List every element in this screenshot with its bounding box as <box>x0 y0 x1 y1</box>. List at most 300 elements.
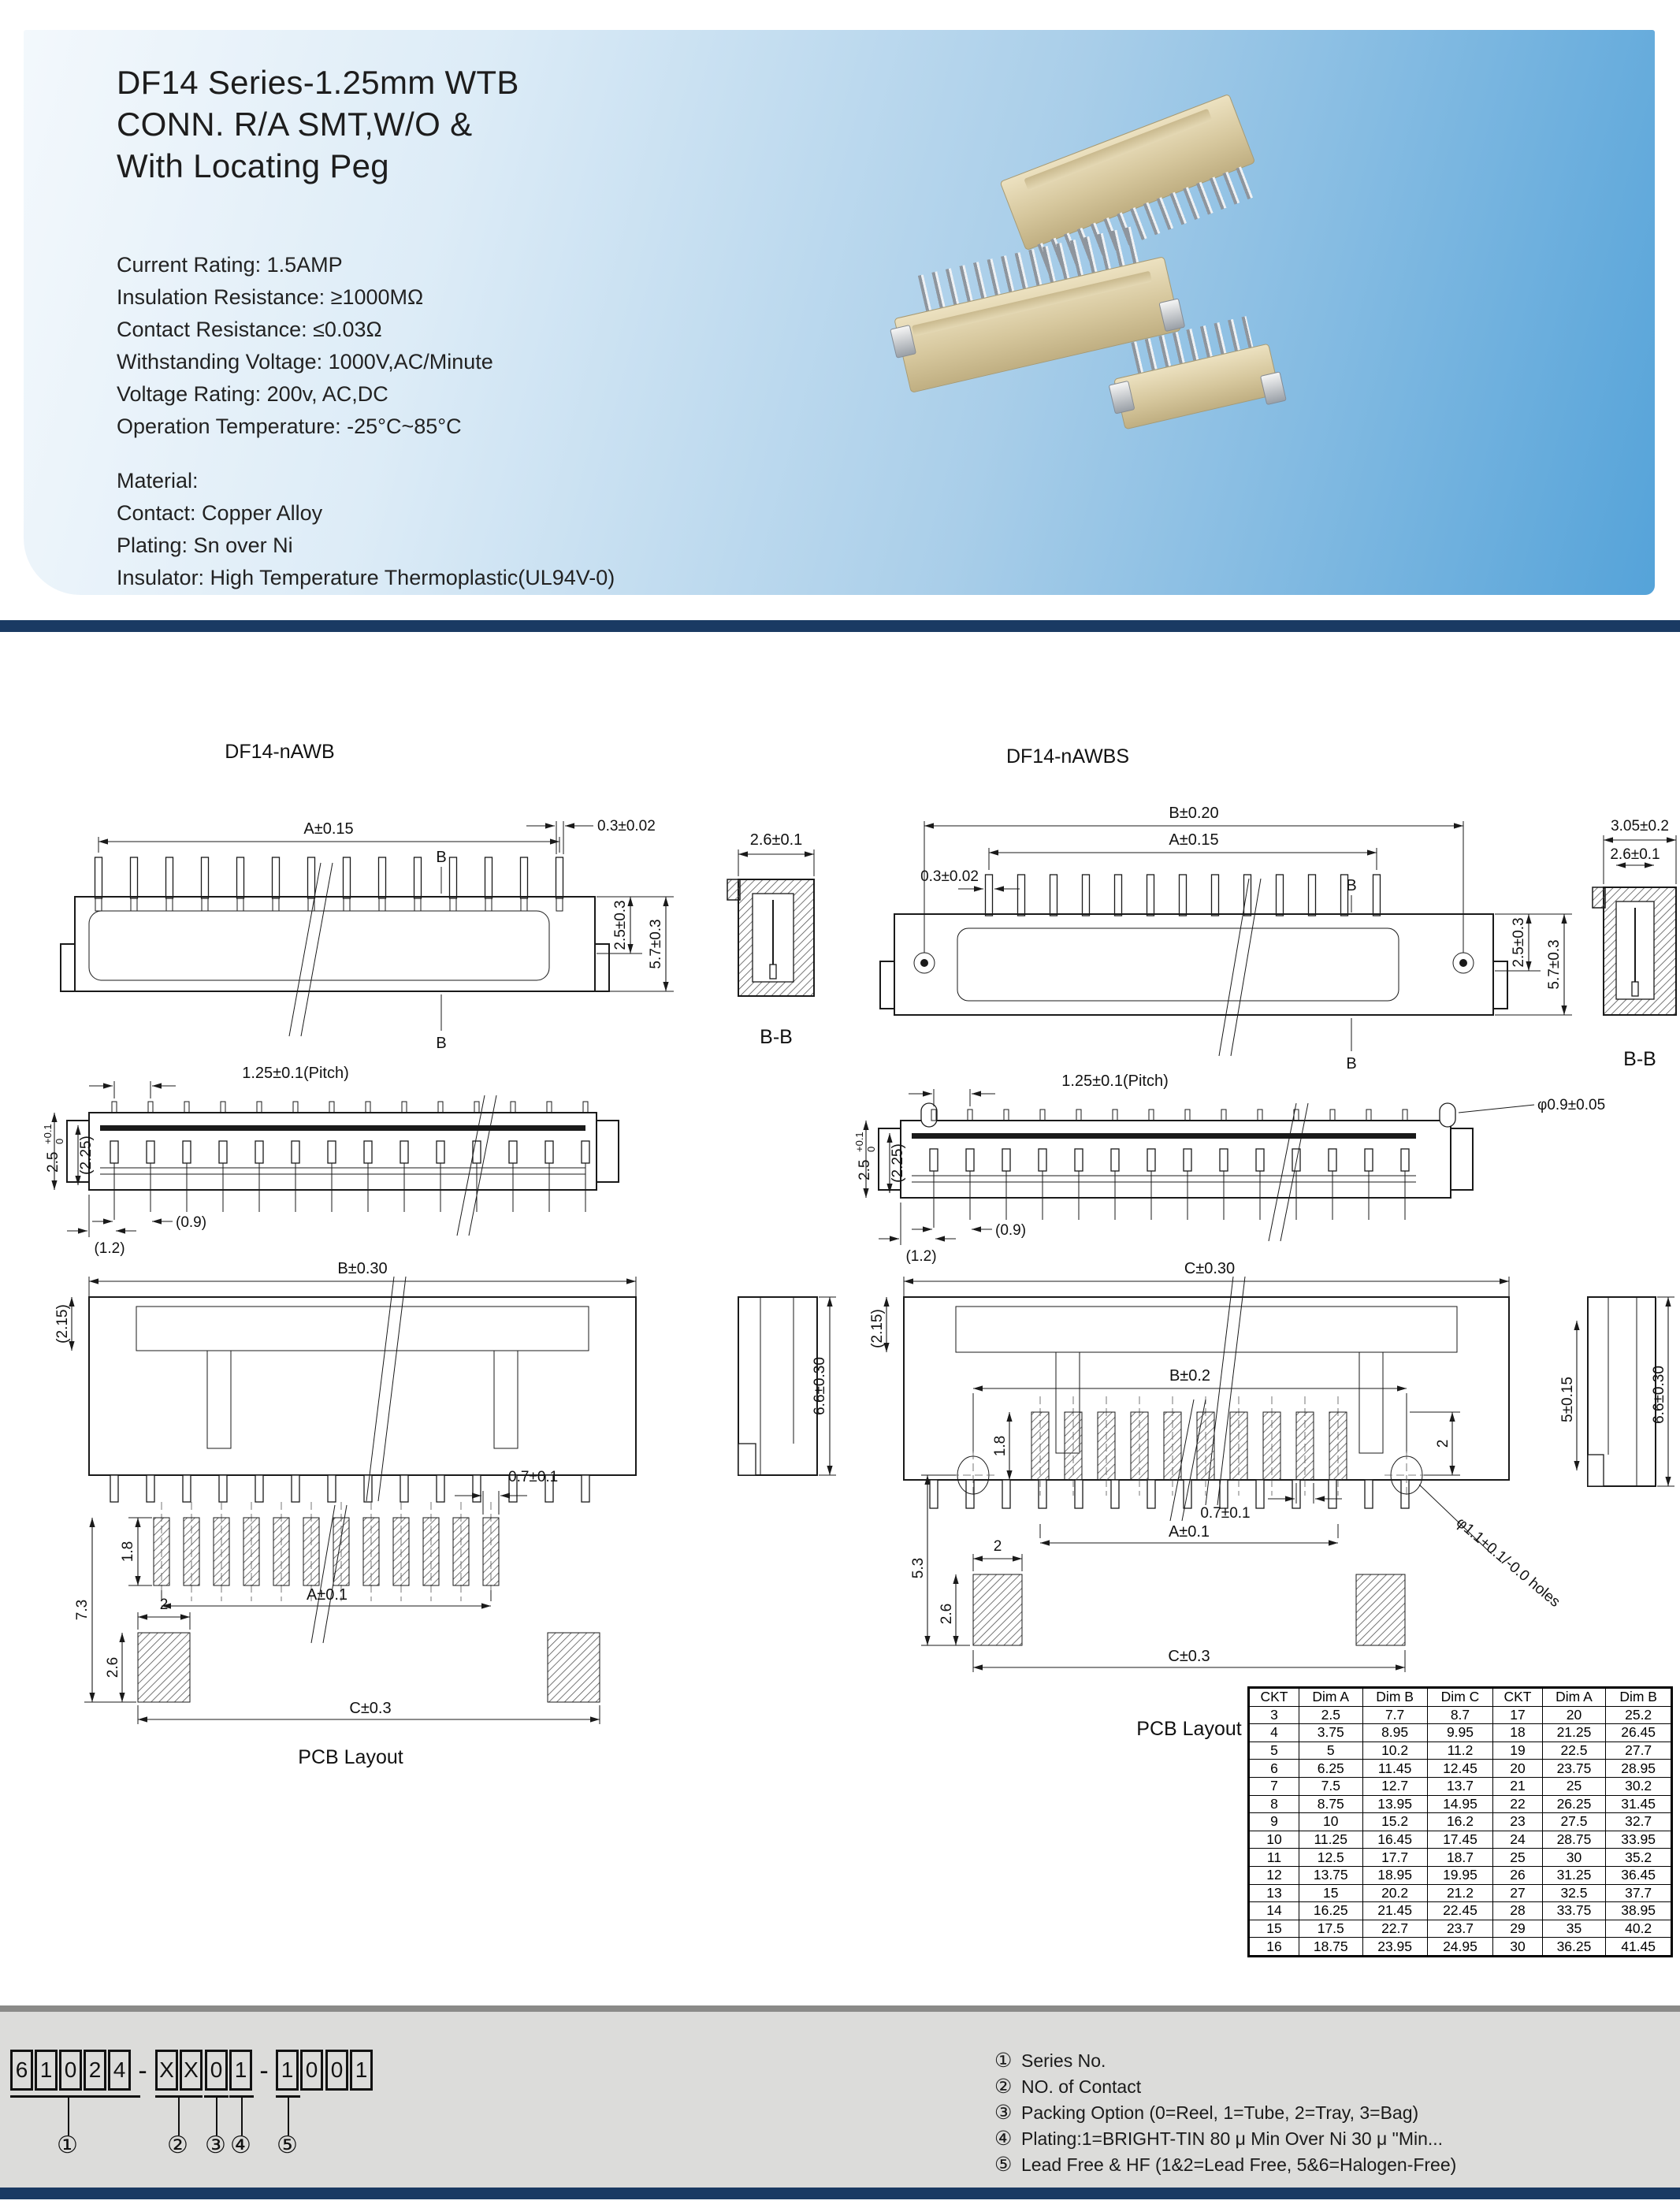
pin-shape <box>293 1102 298 1113</box>
table-cell: 11.45 <box>1362 1760 1427 1778</box>
pin-shape <box>292 1141 299 1163</box>
pin-shape <box>237 857 244 898</box>
pin-shape <box>1147 875 1154 916</box>
pin-shape <box>1244 875 1251 916</box>
pin-shape <box>450 898 456 911</box>
dim-label-pitch: 1.25±0.1(Pitch) <box>1061 1072 1169 1090</box>
table-cell: 31.25 <box>1542 1866 1606 1884</box>
table-cell: 18.7 <box>1427 1849 1493 1867</box>
pin-shape <box>1075 1149 1083 1171</box>
pin-shape <box>257 1102 262 1113</box>
table-cell: 37.7 <box>1606 1884 1672 1902</box>
pin-shape <box>166 898 173 911</box>
material-line: Contact: Copper Alloy <box>117 501 323 525</box>
table-cell: 6 <box>1249 1760 1299 1778</box>
legend-text: NO. of Contact <box>1021 2076 1142 2097</box>
view-pcb-layout <box>74 1469 600 1768</box>
table-cell: 23.75 <box>1542 1760 1606 1778</box>
table-cell: 17 <box>1493 1706 1542 1724</box>
pin-shape <box>1113 1110 1117 1121</box>
table-header-cell: Dim B <box>1362 1688 1427 1707</box>
pn-digit-box: X <box>155 2050 178 2091</box>
view-section-bb <box>727 831 814 1048</box>
table-cell: 5 <box>1249 1741 1299 1760</box>
table-cell: 21.45 <box>1362 1902 1427 1920</box>
pin-shape <box>273 857 280 898</box>
pin-shape <box>1098 1412 1115 1480</box>
dim-label-corner-width: 2 <box>159 1597 169 1613</box>
table-row <box>1249 1741 1672 1760</box>
pin-shape <box>1329 1149 1336 1171</box>
table-cell: 12.7 <box>1362 1777 1427 1795</box>
table-cell: 35 <box>1542 1920 1606 1938</box>
table-cell: 25.2 <box>1606 1706 1672 1724</box>
pin-shape <box>110 1141 118 1163</box>
pin-shape <box>1330 1110 1335 1121</box>
pin-shape <box>450 857 457 898</box>
pn-leader <box>241 2098 243 2136</box>
pin-shape <box>308 857 315 898</box>
table-cell: 23.7 <box>1427 1920 1493 1938</box>
table-cell: 27 <box>1493 1884 1542 1902</box>
part-number-legend <box>994 2048 1456 2178</box>
product-photo <box>851 61 1655 566</box>
label-b-top: B <box>436 849 447 866</box>
table-cell: 10 <box>1249 1831 1299 1849</box>
dim-label-h-outer: 5.7±0.3 <box>1546 939 1563 990</box>
pin-shape <box>1039 1149 1046 1171</box>
legend-item <box>994 2074 1456 2100</box>
pin-shape <box>166 857 173 898</box>
table-cell: 32.7 <box>1606 1813 1672 1831</box>
table-cell: 5 <box>1299 1741 1362 1760</box>
table-cell: 27.7 <box>1606 1741 1672 1760</box>
label-b-bottom: B <box>1346 1055 1357 1072</box>
drawing-title: DF14-nAWB <box>225 741 335 763</box>
pin-shape <box>154 1518 169 1585</box>
table-row <box>1249 1902 1672 1920</box>
spec-list <box>117 249 493 443</box>
table-cell: 9.95 <box>1427 1724 1493 1742</box>
table-cell: 33.95 <box>1606 1831 1672 1849</box>
dim-label-h-inner: 2.5±0.3 <box>1511 917 1527 968</box>
section-caption: B-B <box>1623 1048 1656 1070</box>
view-front <box>61 818 674 1052</box>
pn-leader <box>178 2098 180 2136</box>
pin-shape <box>379 857 386 898</box>
dim-label-12: (1.2) <box>94 1240 125 1257</box>
table-cell: 19 <box>1493 1741 1542 1760</box>
dim-label-holes-note: φ1.1+0.1/-0.0 holes <box>1452 1514 1563 1611</box>
ckt-table-body <box>1249 1706 1672 1956</box>
pin-shape <box>221 1102 225 1113</box>
table-cell: 32.5 <box>1542 1884 1606 1902</box>
top-divider-bar <box>0 620 1680 632</box>
pin-shape <box>1258 1110 1262 1121</box>
table-cell: 11.25 <box>1299 1831 1362 1849</box>
table-cell: 11.2 <box>1427 1741 1493 1760</box>
dim-label-total-height: 7.3 <box>74 1599 91 1621</box>
dim-label-c: C±0.3 <box>349 1700 392 1717</box>
table-cell: 15 <box>1299 1884 1362 1902</box>
pin-shape <box>131 857 138 898</box>
pin-shape <box>1329 1412 1347 1480</box>
pin-shape <box>148 1102 153 1113</box>
table-cell: 3.75 <box>1299 1724 1362 1742</box>
pin-shape <box>1309 875 1316 916</box>
pin-shape <box>547 1102 552 1113</box>
dim-label-pad-height: 1.8 <box>992 1435 1009 1457</box>
hero-panel <box>24 30 1655 595</box>
table-row <box>1249 1813 1672 1831</box>
legend-text: Series No. <box>1021 2050 1106 2071</box>
table-row <box>1249 1706 1672 1724</box>
pn-digit-box: 6 <box>10 2050 33 2091</box>
dim-label-h-inner: 2.5±0.3 <box>612 900 629 950</box>
dim-label-09: (0.9) <box>176 1214 207 1231</box>
table-cell: 28.95 <box>1606 1760 1672 1778</box>
pin-shape <box>930 1480 938 1508</box>
dim-label-c: C±0.30 <box>1184 1260 1236 1277</box>
pin-shape <box>968 1110 972 1121</box>
table-cell: 8 <box>1249 1795 1299 1813</box>
pin-shape <box>423 1518 439 1585</box>
pin-shape <box>582 1141 589 1163</box>
pin-shape <box>1277 875 1284 916</box>
pin-shape <box>986 875 993 916</box>
legend-text: Lead Free & HF (1&2=Lead Free, 5&6=Halogen-Free) <box>1021 2154 1457 2175</box>
table-cell: 26 <box>1493 1866 1542 1884</box>
spec-line: Insulation Resistance: ≥1000MΩ <box>117 285 424 309</box>
section-caption: B-B <box>760 1026 793 1048</box>
pin-shape <box>545 1141 553 1163</box>
table-cell: 31.45 <box>1606 1795 1672 1813</box>
pin-shape <box>414 898 421 911</box>
table-header-cell: CKT <box>1249 1688 1299 1707</box>
pin-shape <box>438 1102 443 1113</box>
pn-digit-box: 4 <box>108 2050 131 2091</box>
pn-leader <box>216 2098 217 2136</box>
table-cell: 22.7 <box>1362 1920 1427 1938</box>
pin-shape <box>1221 1110 1226 1121</box>
table-cell: 27.5 <box>1542 1813 1606 1831</box>
table-cell: 20 <box>1493 1760 1542 1778</box>
pin-shape <box>1292 1149 1300 1171</box>
table-header-cell: Dim C <box>1427 1688 1493 1707</box>
view-section-bb <box>1593 818 1676 1070</box>
dim-label-pad-width: 0.7±0.1 <box>1200 1505 1251 1522</box>
dim-label-215: (2.15) <box>54 1304 71 1344</box>
table-cell: 7.7 <box>1362 1706 1427 1724</box>
table-header-cell: Dim A <box>1299 1688 1362 1707</box>
pin-shape <box>110 1475 118 1502</box>
table-cell: 28.75 <box>1542 1831 1606 1849</box>
pin-shape <box>1366 1110 1371 1121</box>
table-cell: 25 <box>1493 1849 1542 1867</box>
pn-digit-box: 0 <box>205 2050 228 2091</box>
table-cell: 23.95 <box>1362 1938 1427 1957</box>
pin-shape <box>202 898 208 911</box>
table-cell: 16.25 <box>1299 1902 1362 1920</box>
legend-marker: ⑤ <box>994 2154 1013 2176</box>
pin-shape <box>379 898 385 911</box>
dim-label-225: (2.25) <box>78 1136 95 1175</box>
legend-marker: ④ <box>994 2128 1013 2150</box>
pin-shape <box>1147 1480 1155 1508</box>
dim-label-c: C±0.3 <box>1168 1648 1210 1665</box>
pin-shape <box>1018 875 1025 916</box>
pin-shape <box>1180 875 1187 916</box>
pin-shape <box>292 1475 299 1502</box>
dim-label-215: (2.15) <box>869 1309 886 1348</box>
title-line-1: DF14 Series-1.25mm WTB <box>117 64 519 101</box>
pin-shape <box>483 1518 499 1585</box>
pin-shape <box>1050 875 1057 916</box>
table-cell: 9 <box>1249 1813 1299 1831</box>
pn-marker-1: ① <box>57 2132 78 2158</box>
pin-shape <box>509 1141 517 1163</box>
table-cell: 22.45 <box>1427 1902 1493 1920</box>
pin-shape <box>1076 1110 1081 1121</box>
pcb-layout-caption: PCB Layout <box>1136 1718 1242 1740</box>
pin-shape <box>1040 1110 1045 1121</box>
pin-shape <box>273 898 279 911</box>
table-cell: 12 <box>1249 1866 1299 1884</box>
pin-shape <box>147 1475 154 1502</box>
view-side <box>1559 1297 1674 1486</box>
table-cell: 21.25 <box>1542 1724 1606 1742</box>
pin-shape <box>1149 1110 1154 1121</box>
pin-shape <box>1115 875 1122 916</box>
dim-tol-dn: 0 <box>54 1138 65 1144</box>
pin-shape <box>112 1102 117 1113</box>
material-line: Plating: Sn over Ni <box>117 533 293 557</box>
drawing-df14-nawbs <box>855 725 1680 1773</box>
pin-shape <box>1111 1480 1119 1508</box>
table-cell: 36.45 <box>1606 1866 1672 1884</box>
pin-shape <box>328 1141 336 1163</box>
pin-shape <box>1256 1149 1264 1171</box>
view-top-pitch <box>853 1072 1605 1265</box>
pin-shape <box>400 1475 408 1502</box>
table-cell: 25 <box>1542 1777 1606 1795</box>
pn-leader <box>68 2098 69 2136</box>
pn-separator: - <box>259 2056 269 2086</box>
pin-shape <box>202 857 209 898</box>
table-cell: 13.75 <box>1299 1866 1362 1884</box>
table-cell: 30 <box>1493 1938 1542 1957</box>
table-cell: 16 <box>1249 1938 1299 1957</box>
pin-shape <box>414 857 422 898</box>
pn-digit-box: 2 <box>84 2050 106 2091</box>
dim-label-a: A±0.15 <box>1169 831 1219 849</box>
table-cell: 19.95 <box>1427 1866 1493 1884</box>
pin-shape <box>437 1475 444 1502</box>
pin-shape <box>511 1102 515 1113</box>
pin-shape <box>1185 1110 1190 1121</box>
spec-line: Voltage Rating: 200v, AC,DC <box>117 382 388 406</box>
legend-item <box>994 2152 1456 2178</box>
pin-shape <box>582 1475 589 1502</box>
pn-digit-box: 1 <box>229 2050 252 2091</box>
table-cell: 20.2 <box>1362 1884 1427 1902</box>
pn-digit-box: 0 <box>59 2050 82 2091</box>
pn-marker-5: ⑤ <box>277 2132 298 2158</box>
page-title <box>117 61 519 187</box>
table-cell: 22.5 <box>1542 1741 1606 1760</box>
pin-shape <box>214 1518 229 1585</box>
dim-tol-base: 2.5 <box>45 1151 61 1173</box>
pin-shape <box>219 1475 227 1502</box>
table-cell: 17.7 <box>1362 1849 1427 1867</box>
table-cell: 33.75 <box>1542 1902 1606 1920</box>
dim-label-a: A±0.15 <box>303 820 354 838</box>
table-row <box>1249 1938 1672 1957</box>
table-cell: 13.95 <box>1362 1795 1427 1813</box>
table-row <box>1249 1777 1672 1795</box>
drawing-df14-nawb <box>43 725 839 1773</box>
pin-shape <box>473 1141 481 1163</box>
pin-shape <box>363 1518 379 1585</box>
pn-digit-box: X <box>180 2050 203 2091</box>
table-cell: 8.95 <box>1362 1724 1427 1742</box>
pin-shape <box>521 857 528 898</box>
pin-shape <box>364 1141 372 1163</box>
pin-shape <box>556 857 563 898</box>
dim-label-b: B±0.20 <box>1169 805 1219 822</box>
pin-shape <box>393 1518 409 1585</box>
pin-shape <box>1065 1412 1082 1480</box>
pin-shape <box>402 1102 407 1113</box>
ckt-dimension-table <box>1247 1686 1673 1957</box>
view-top-pitch <box>42 1065 619 1257</box>
pcb-layout-caption: PCB Layout <box>298 1746 403 1768</box>
pn-marker-4: ④ <box>230 2132 251 2158</box>
dim-tol-up: +0.1 <box>42 1124 54 1144</box>
table-cell: 41.45 <box>1606 1938 1672 1957</box>
table-cell: 11 <box>1249 1849 1299 1867</box>
table-cell: 23 <box>1493 1813 1542 1831</box>
table-cell: 17.45 <box>1427 1831 1493 1849</box>
pin-shape <box>1403 1110 1407 1121</box>
dim-label-peg-dia: φ0.9±0.05 <box>1537 1097 1606 1113</box>
dim-label-corner-height: 2.6 <box>105 1656 121 1678</box>
table-row <box>1249 1831 1672 1849</box>
dim-label-section-w2: 2.6±0.1 <box>1610 846 1660 863</box>
material-line: Insulator: High Temperature Thermoplastic(UL94V-0) <box>117 566 615 589</box>
spec-line: Current Rating: 1.5AMP <box>117 253 343 277</box>
table-cell: 15.2 <box>1362 1813 1427 1831</box>
table-cell: 28 <box>1493 1902 1542 1920</box>
pin-shape <box>1039 1480 1046 1508</box>
pin-shape <box>485 857 492 898</box>
pn-digit-box: 0 <box>300 2050 323 2091</box>
pin-shape <box>344 898 350 911</box>
pin-shape <box>1083 875 1090 916</box>
pin-shape <box>485 898 492 911</box>
pin-shape <box>1230 1412 1247 1480</box>
dim-label-pad-width: 0.7±0.1 <box>508 1469 559 1485</box>
dim-label-pitch: 1.25±0.1(Pitch) <box>242 1065 349 1082</box>
table-cell: 4 <box>1249 1724 1299 1742</box>
pin-shape <box>556 898 563 911</box>
table-cell: 6.25 <box>1299 1760 1362 1778</box>
table-cell: 35.2 <box>1606 1849 1672 1867</box>
pin-shape <box>930 1149 938 1171</box>
pin-shape <box>1401 1149 1409 1171</box>
table-cell: 22 <box>1493 1795 1542 1813</box>
table-cell: 40.2 <box>1606 1920 1672 1938</box>
dim-label-225: (2.25) <box>890 1143 906 1183</box>
pn-marker-2: ② <box>167 2132 188 2158</box>
table-cell: 17.5 <box>1299 1920 1362 1938</box>
title-line-2: CONN. R/A SMT,W/O & <box>117 106 473 143</box>
legend-marker: ② <box>994 2076 1013 2098</box>
pin-shape <box>95 857 102 898</box>
pin-shape <box>1296 1412 1314 1480</box>
pin-shape <box>1131 1412 1148 1480</box>
table-cell: 3 <box>1249 1706 1299 1724</box>
legend-marker: ③ <box>994 2102 1013 2124</box>
table-cell: 18 <box>1493 1724 1542 1742</box>
dim-label-hole-offset: 2 <box>1435 1439 1451 1448</box>
table-cell: 12.45 <box>1427 1760 1493 1778</box>
pn-digit-box: 1 <box>35 2050 58 2091</box>
table-cell: 21.2 <box>1427 1884 1493 1902</box>
bottom-divider-bar <box>0 2188 1680 2199</box>
pin-shape <box>1002 1480 1010 1508</box>
table-cell: 14 <box>1249 1902 1299 1920</box>
table-header-cell: Dim A <box>1542 1688 1606 1707</box>
dim-tol-base: 2.5 <box>857 1159 873 1180</box>
pin-shape <box>255 1141 263 1163</box>
spec-line: Contact Resistance: ≤0.03Ω <box>117 318 382 341</box>
table-cell: 7 <box>1249 1777 1299 1795</box>
table-row <box>1249 1884 1672 1902</box>
table-cell: 15 <box>1249 1920 1299 1938</box>
dim-label-section-w1: 3.05±0.2 <box>1611 818 1669 835</box>
dim-label-12: (1.2) <box>905 1248 937 1265</box>
pin-shape <box>521 898 527 911</box>
table-cell: 8.75 <box>1299 1795 1362 1813</box>
material-list <box>117 465 615 594</box>
pin-shape <box>1365 1480 1373 1508</box>
table-cell: 12.5 <box>1299 1849 1362 1867</box>
table-cell: 18.75 <box>1299 1938 1362 1957</box>
dim-label-pin-width: 0.3±0.02 <box>920 868 979 885</box>
table-cell: 24.95 <box>1427 1938 1493 1957</box>
table-cell: 26.45 <box>1606 1724 1672 1742</box>
legend-item <box>994 2048 1456 2074</box>
pin-shape <box>400 1141 408 1163</box>
pin-shape <box>243 1518 259 1585</box>
pin-shape <box>333 1518 349 1585</box>
pin-shape <box>1164 1412 1181 1480</box>
table-cell: 14.95 <box>1427 1795 1493 1813</box>
table-cell: 38.95 <box>1606 1902 1672 1920</box>
table-cell: 13 <box>1249 1884 1299 1902</box>
dim-label-pin-width: 0.3±0.02 <box>597 818 656 835</box>
pin-shape <box>473 1475 481 1502</box>
table-cell: 8.7 <box>1427 1706 1493 1724</box>
table-cell: 2.5 <box>1299 1706 1362 1724</box>
view-front <box>880 805 1572 1072</box>
dim-label-side-h-outer: 6.6±0.30 <box>1651 1366 1667 1424</box>
pin-shape <box>1004 1110 1009 1121</box>
pin-shape <box>1212 875 1219 916</box>
pin-shape <box>131 898 137 911</box>
drawing-title: DF14-nAWBS <box>1005 745 1130 768</box>
